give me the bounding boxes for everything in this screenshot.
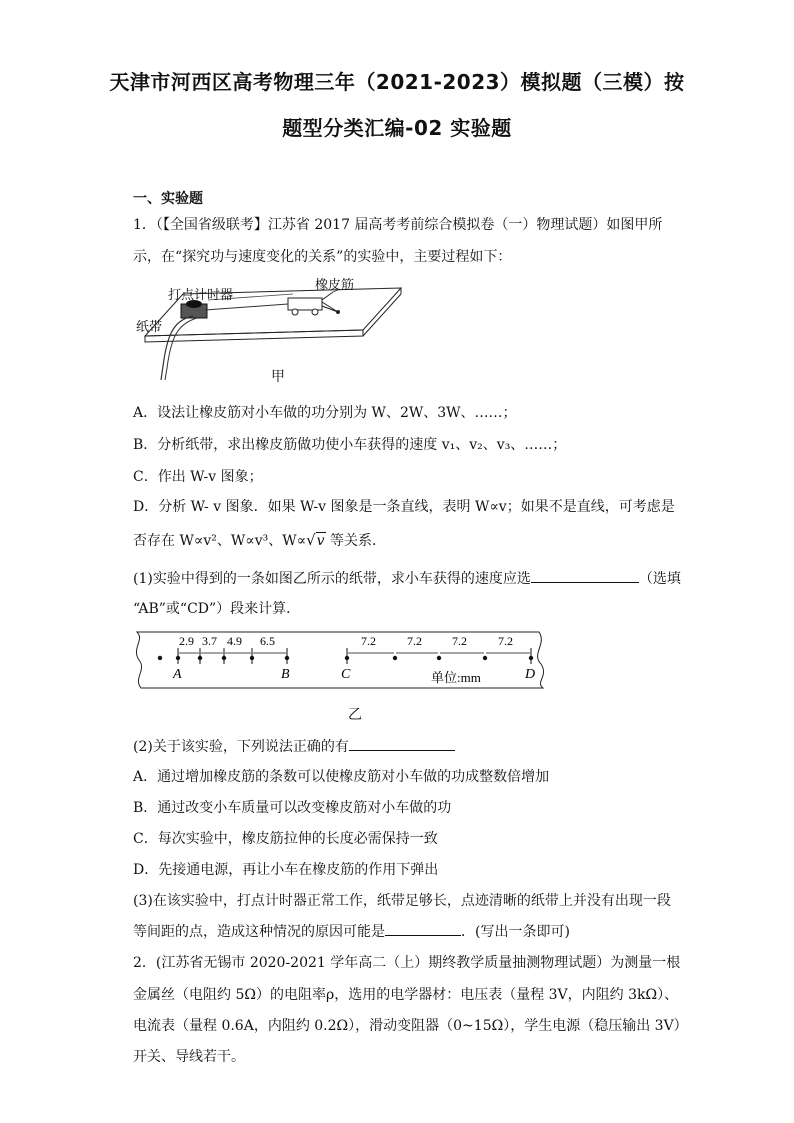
q1-step-d-text-c: 等关系．: [325, 533, 387, 549]
q1-stem-line-2: 示，在“探究功与速度变化的关系”的实验中，主要过程如下：: [133, 249, 512, 265]
tape-num-3: 4.9: [227, 634, 242, 648]
q1-sub3-text-b: ．(写出一条即可): [461, 924, 570, 940]
tape-num-2: 3.7: [202, 634, 217, 648]
tape-num-6: 7.2: [407, 634, 422, 648]
figure-caption-yi: 乙: [348, 707, 362, 723]
q1-option-c: C．每次实验中，橡皮筋拉伸的长度必需保持一致: [133, 831, 438, 847]
q1-option-a: A．通过增加橡皮筋的条数可以使橡皮筋对小车做的功成整数倍增加: [133, 769, 550, 785]
q2-stem-line-2: 金属丝（电阻约 5Ω）的电阻率ρ，选用的电学器材：电压表（量程 3V，内阻约 3kΩ）、: [133, 987, 679, 1003]
rubber-band: [322, 302, 338, 312]
doc-title-line-2: 题型分类汇编-02 实验题: [282, 116, 512, 140]
tape-num-4: 6.5: [260, 634, 275, 648]
q1-step-d-text-a: 否存在 W∝v²、W∝v³、W∝: [133, 533, 307, 549]
label-tape: 纸带: [136, 319, 163, 334]
label-timer: 打点计时器: [168, 287, 234, 302]
tape-label-b: B: [281, 667, 290, 682]
tape-label-d: D: [525, 667, 536, 682]
tape-outline: [136, 632, 543, 688]
q1-sub1-text-b: （选填: [638, 571, 681, 587]
tape-dot: [483, 656, 487, 660]
tape-unit: 单位:mm: [431, 670, 481, 685]
label-rubber: 橡皮筋: [315, 277, 355, 292]
q1-sub3-text-a: 等间距的点，造成这种情况的原因可能是: [133, 924, 385, 940]
section-heading: 一、实验题: [133, 191, 203, 207]
q1-sub1-line-2: “AB”或“CD”）段来计算．: [133, 601, 301, 617]
q1-step-d-sqrt-v: v: [316, 533, 325, 549]
q1-sub1-line-1: [133, 568, 681, 588]
cart: [288, 298, 322, 310]
q1-step-b: B．分析纸带，求出橡皮筋做功使小车获得的速度 v₁、v₂、v₃、……；: [133, 437, 567, 453]
tape-num-8: 7.2: [498, 634, 513, 648]
tape-dot: [393, 656, 397, 660]
q1-sub1-text-a: (1)实验中得到的一条如图乙所示的纸带，求小车获得的速度应选: [133, 571, 531, 587]
q1-sub3-line-1: (3)在该实验中，打点计时器正常工作，纸带足够长，点迹清晰的纸带上并没有出现一段: [133, 893, 671, 909]
tape-dot: [158, 656, 162, 660]
tape-label-a: A: [173, 667, 182, 682]
q1-step-c: C．作出 W-v 图象；: [133, 469, 263, 485]
figure-caption-jia: 甲: [271, 369, 285, 385]
tape-label-c: C: [341, 667, 351, 682]
q1-option-d: D．先接通电源，再让小车在橡皮筋的作用下弹出: [133, 862, 439, 878]
tape-num-5: 7.2: [361, 634, 376, 648]
q2-stem-line-1: 2．(江苏省无锡市 2020-2021 学年高二（上）期终教学质量抽测物理试题）为测量一根: [133, 955, 681, 971]
doc-title-line-1: 天津市河西区高考物理三年（2021-2023）模拟题（三模）按: [109, 70, 685, 94]
tape-dot: [437, 656, 441, 660]
tape-num-7: 7.2: [452, 634, 467, 648]
q1-sub2-line: [133, 736, 455, 756]
q1-option-b: B．通过改变小车质量可以改变橡皮筋对小车做的功: [133, 800, 452, 816]
q1-sub3-answer-blank[interactable]: [385, 921, 461, 936]
q1-sub2-text: (2)关于该实验，下列说法正确的有: [133, 739, 349, 755]
tape-num-1: 2.9: [179, 634, 194, 648]
q2-stem-line-4: 开关、导线若干。: [133, 1049, 245, 1065]
figure-paper-tape: [133, 626, 553, 696]
tape-strip: [161, 316, 193, 380]
q1-sub3-line-2: [133, 921, 570, 941]
q1-stem-line-1: 1．（【全国省级联考】江苏省 2017 届高考考前综合模拟卷（一）物理试题）如图甲所: [133, 217, 663, 233]
q2-stem-line-3: 电流表（量程 0.6A，内阻约 0.2Ω），滑动变阻器（0~15Ω），学生电源（稳压输出 3V）: [133, 1018, 688, 1034]
q1-sub1-answer-blank[interactable]: [531, 568, 639, 583]
q1-step-d-line-1: D．分析 W- v 图象．如果 W-v 图象是一条直线，表明 W∝v；如果不是直线，可考虑是: [133, 499, 675, 515]
q1-step-a: A．设法让橡皮筋对小车做的功分别为 W、2W、3W、……；: [133, 405, 517, 421]
sqrt-icon: √: [306, 531, 316, 549]
q1-sub2-answer-blank[interactable]: [349, 736, 455, 751]
q1-step-d-line-2: [133, 530, 386, 550]
